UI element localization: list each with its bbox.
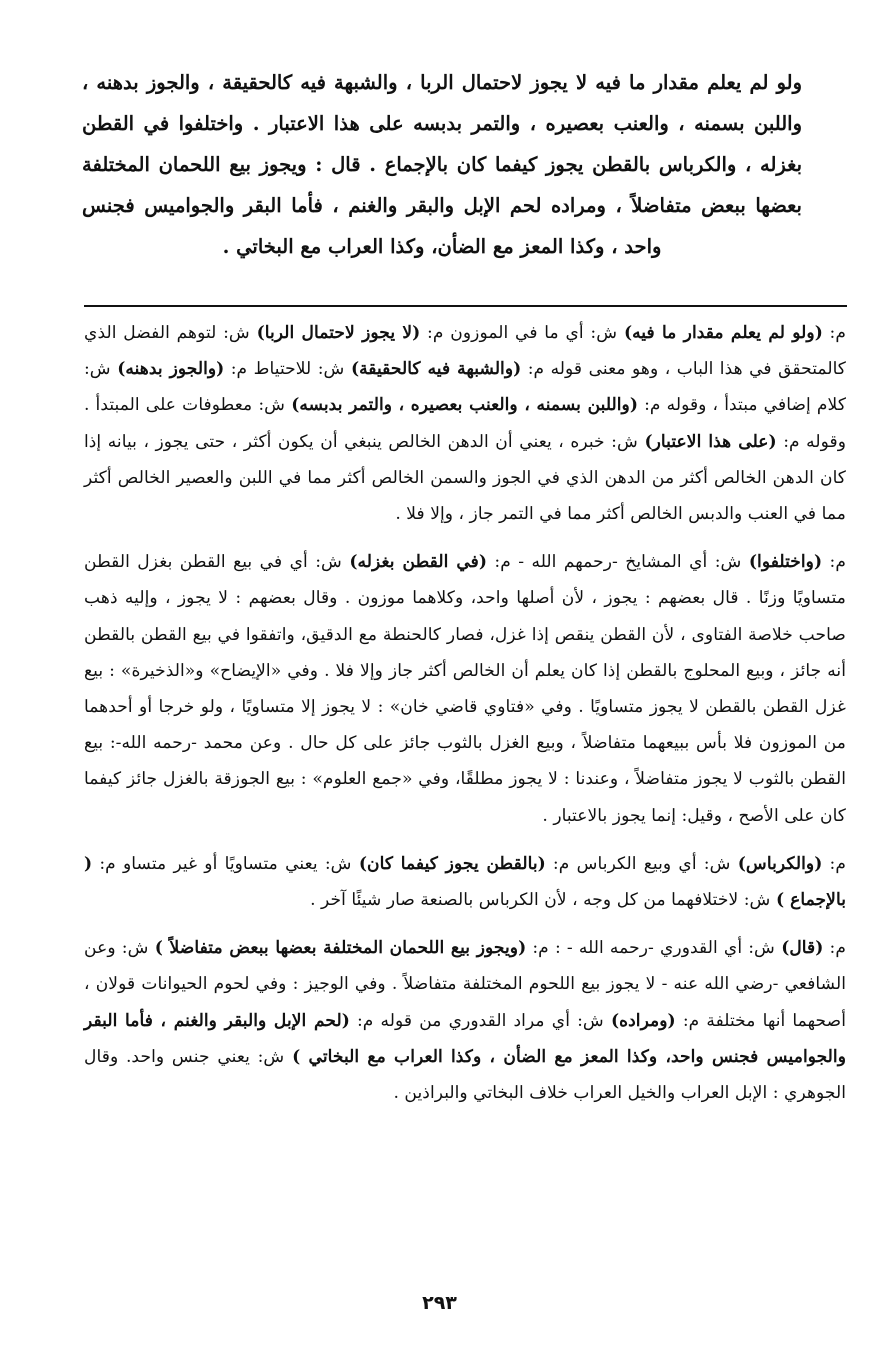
page-number: ٢٩٣ [422,1292,457,1314]
commentary-text: ش: وعن الشافعي -رضي الله عنه - لا يجوز بيع اللحوم المختلفة متفاضلاً . وفي الوجيز : وفي لحوم الحيوانات قولان ، أصحهما أنها مختلفة م: [84,938,846,1031]
commentary-text: ش: أي وبيع الكرباس م: [545,853,738,874]
commentary-text: ش: يعني متساويًا أو غير متساو م: [92,853,359,874]
commentary-text: ش: لاختلافهما من كل وجه ، لأن الكرباس بالصنعة صار شيئًا آخر . [310,890,776,911]
quoted-matn: (واللبن بسمنه ، والعنب بعصيره ، والتمر بدبسه) [291,395,638,416]
quoted-matn: (والجوز بدهنه) [117,359,225,380]
quoted-matn: (واختلفوا) [748,552,823,573]
quoted-matn: (والشبهة فيه كالحقيقة) [350,359,522,380]
quoted-matn: (لحم الإبل والبقر والغنم ، فأما البقر والجواميس فجنس واحد، وكذا المعز مع الضأن ، وكذا العراب مع البخاتي ) [84,1010,846,1067]
commentary-text: م: [822,552,846,573]
commentary-paragraph [84,544,846,834]
quoted-matn: (قال) [781,938,824,959]
commentary-text: ش: كلام إضافي مبتدأ ، وقوله م: [84,359,846,416]
quoted-matn: (بالقطن يجوز كيفما كان) [358,853,546,874]
commentary-paragraph [84,846,846,918]
quoted-matn: (ومراده) [611,1010,676,1031]
commentary-text: ش: أي القدوري -رحمه الله - : م: [526,938,782,959]
quoted-matn: (والكرباس) [737,853,823,874]
quoted-matn: (ولو لم يعلم مقدار ما فيه) [623,323,823,343]
main-text-block: ولو لم يعلم مقدار ما فيه لا يجوز لاحتمال الربا ، والشبهة فيه كالحقيقة ، والجوز بدهنه ، واللبن بسمنه ، والعنب بعصيره ، والتمر بدبسه على هذا الاعتبار . واختلفوا في القطن بغزله ، والكرباس بالقطن يجوز كيفما كان بالإجماع . قال : ويجوز بيع اللحمان المختلفة بعضها ببعض متفاضلاً ، ومراده لحم الإبل والبقر والغنم ، فأما البقر والجواميس فجنس واحد ، وكذا المعز مع الضأن، وكذا العراب مع البخاتي . [82,71,802,258]
commentary-block [84,315,846,1123]
commentary-text: ش: أي ما في الموزون م: [420,323,624,343]
commentary-paragraph [84,315,846,532]
commentary-text: ش: خبره ، يعني أن الدهن الخالص ينبغي أن يكون أكثر ، حتى يجوز ، بيانه إذا كان الدهن الخالص أكثر من الدهن الذي في الجوز والسمن الخالص أكثر مما في اللبن والعصير الخالص أكثر مما في العنب والدبس الخالص أكثر مما في التمر جاز ، وإلا فلا . [84,431,846,525]
quoted-matn: (ويجوز بيع اللحمان المختلفة بعضها ببعض متفاضلاً ) [154,938,527,959]
quoted-matn: (لا يجوز لاحتمال الربا) [256,323,421,343]
section-divider [84,305,847,307]
commentary-text: ش: أي مراد القدوري من قوله م: [349,1010,611,1031]
commentary-text: ش: أي المشايخ -رحمهم الله - م: [487,552,749,573]
quoted-matn: (في القطن بغزله) [349,552,487,573]
commentary-text: ش: يعني جنس واحد. وقال الجوهري : الإبل العراب والخيل العراب خلاف البخاتي والبراذين . [84,1046,846,1104]
commentary-text: م: [822,323,846,343]
commentary-text: م: [823,938,846,959]
quoted-matn: ( بالإجماع ) [84,853,846,911]
commentary-text: ش: للاحتياط م: [224,359,351,380]
quoted-matn: (على هذا الاعتبار) [644,431,777,452]
commentary-text: ش: لتوهم الفضل الذي كالمتحقق في هذا الباب ، وهو معنى قوله م: [84,323,846,380]
commentary-text: ش: معطوفات على المبتدأ . وقوله م: [84,395,846,452]
commentary-paragraph [84,930,846,1111]
commentary-text: ش: أي في بيع القطن بغزل القطن متساويًا وزنًا . قال بعضهم : يجوز ، لأن أصلها واحد، وكلاهما موزون . وقال بعضهم : لا يجوز ، وإليه ذهب صاحب خلاصة الفتاوى ، لأن القطن ينقص إذا غزل، فصار كالحنطة مع الدقيق، واتفقوا في بيع القطن بالقطن أنه جائز ، وبيع المحلوج بالقطن إذا كان يعلم أن الخالص أكثر جاز وإلا فلا . وفي «الإيضاح» و«الذخيرة» : بيع غزل القطن بالقطن لا يجوز متساويًا . وفي «فتاوي قاضي خان» : لا يجوز إلا متساويًا ، ولو خرجا أو أحدهما من الموزون فلا بأس ببيعهما متفاضلاً ، وبيع الغزل بالثوب جائز على كل حال . وعن محمد -رحمه الله-: بيع القطن بالثوب لا يجوز متفاضلاً ، وعندنا : لا يجوز مطلقًا، وفي «جمع العلوم» : بيع الجوزقة بالغزل جائز كيفما كان على الأصح ، وقيل: إنما يجوز بالاعتبار . [84,552,846,826]
commentary-text: م: [822,853,846,874]
